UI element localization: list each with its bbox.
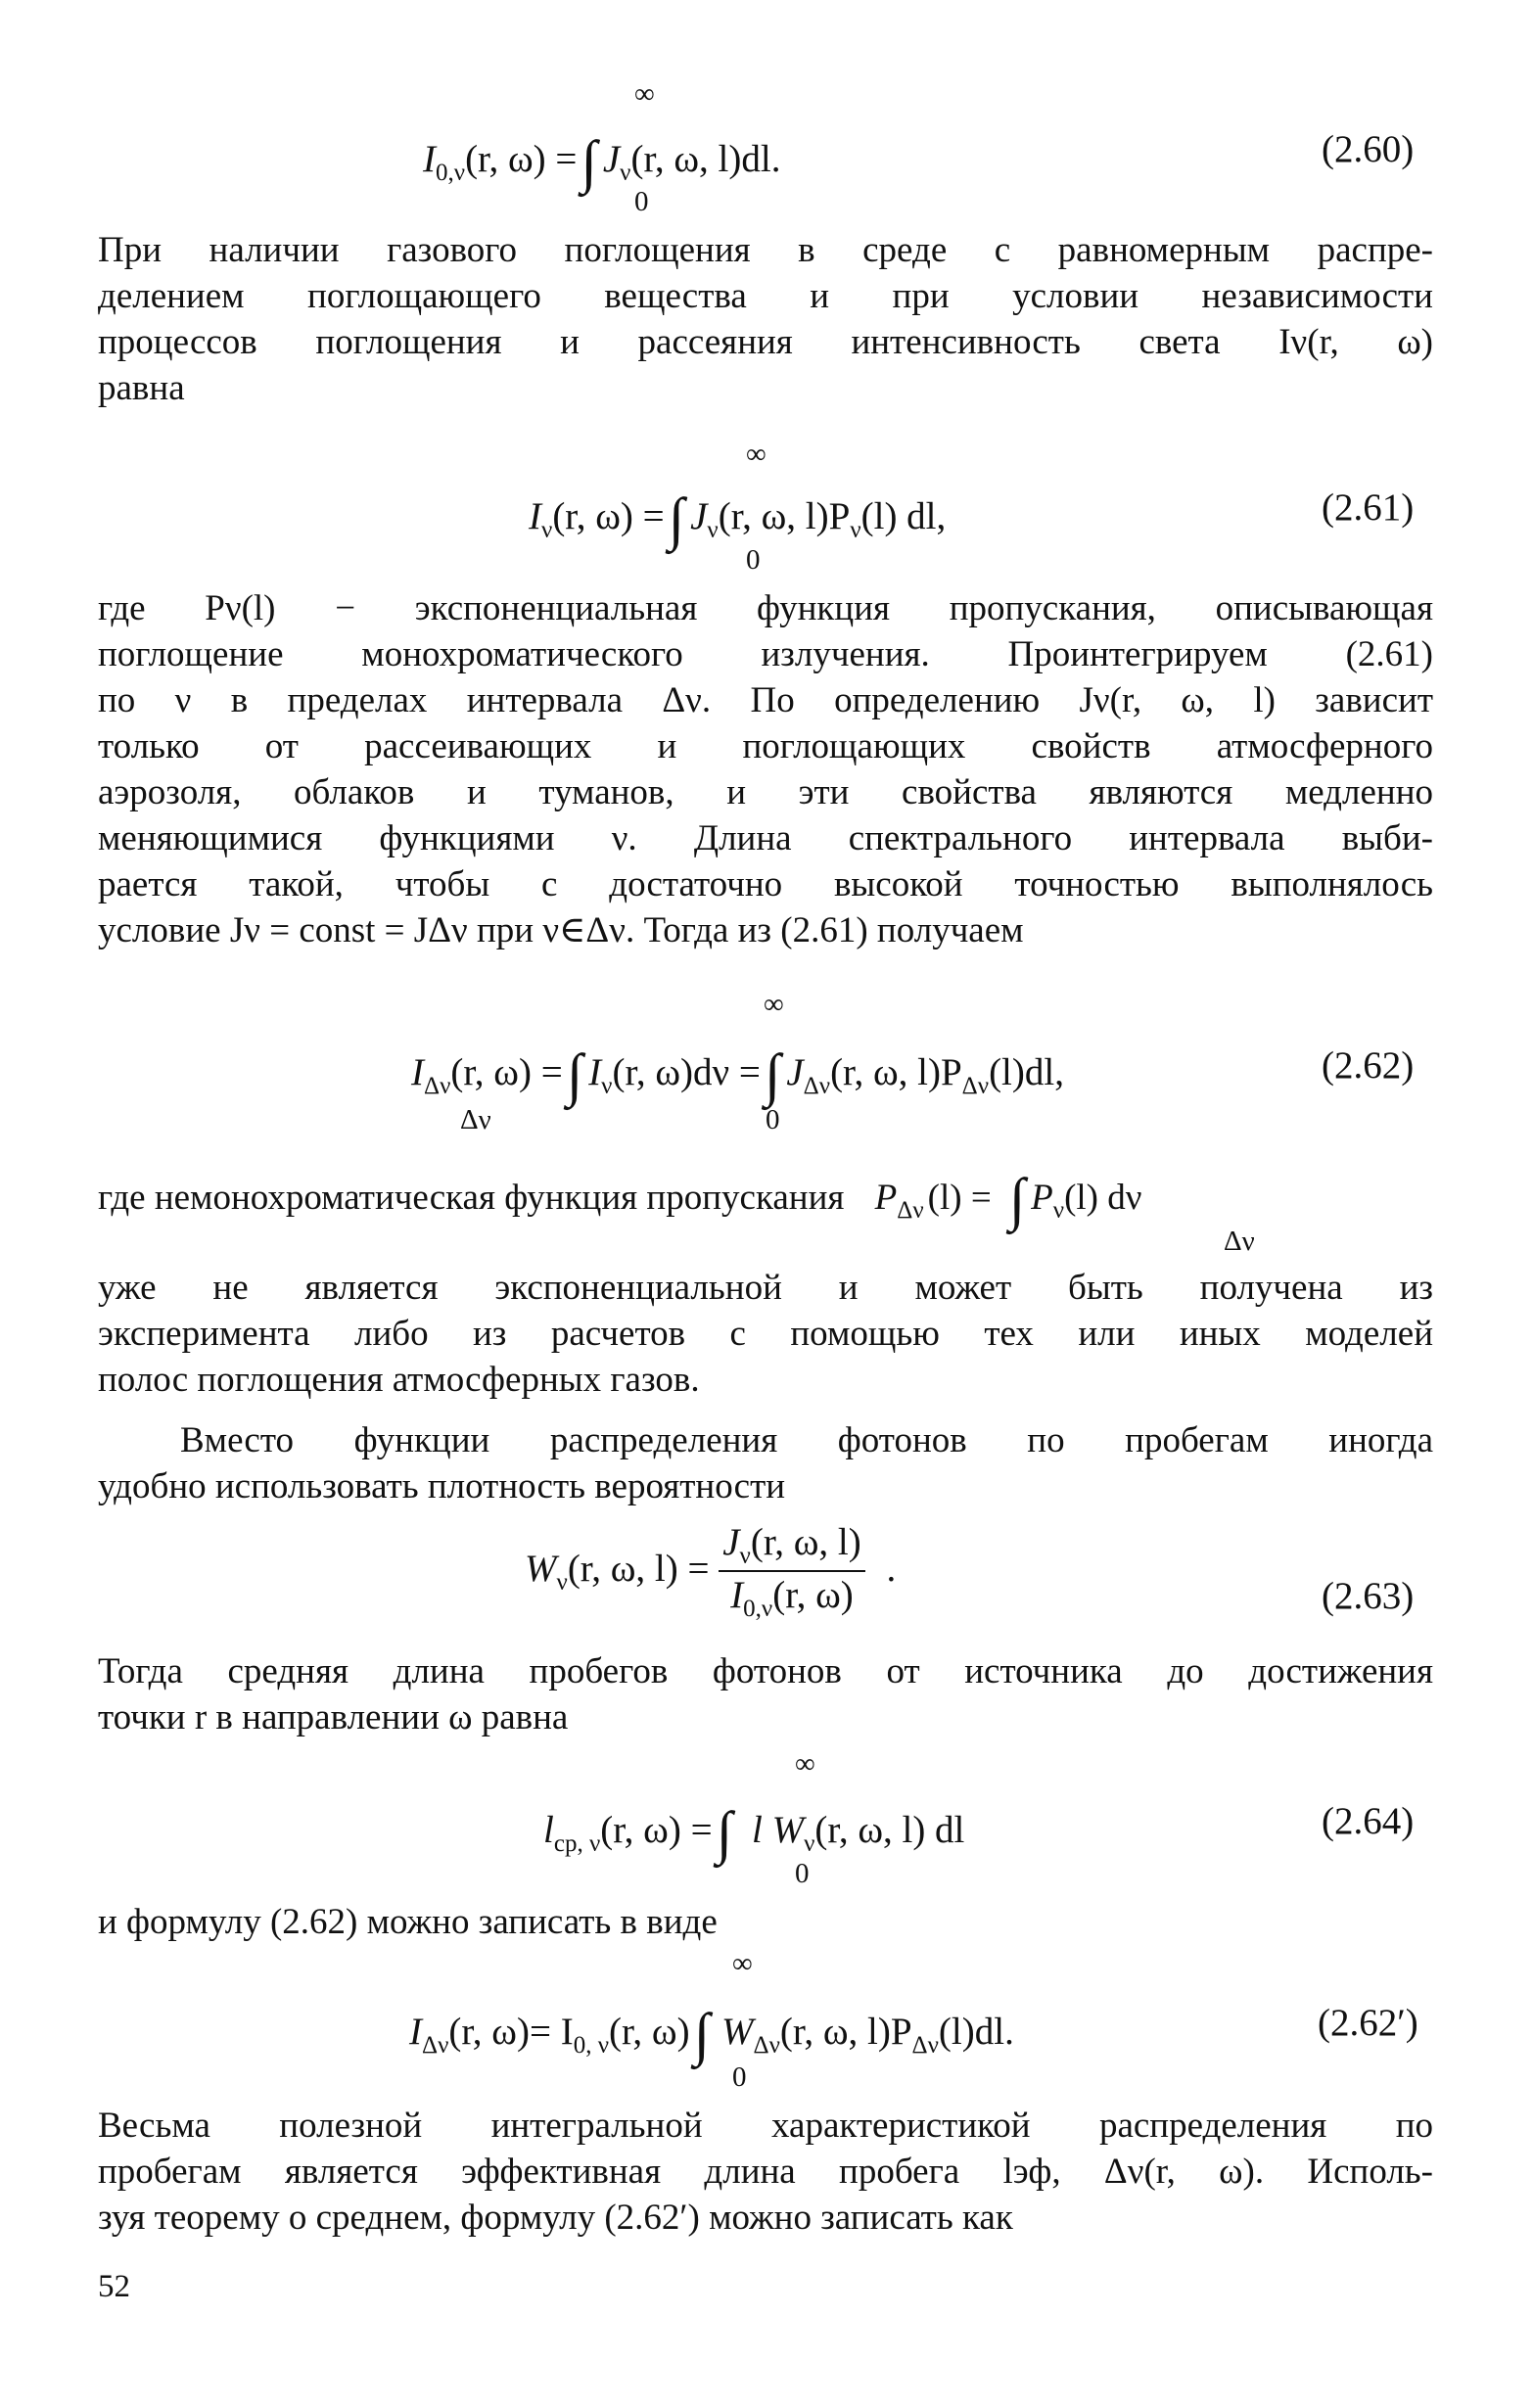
equation-body: $W_\nu(r$, ω, l) = $\frac{J_\nu(r, \omega, l)}{I_{0,\nu}(r, \omega)}$ .: [525, 1521, 897, 1622]
paragraph-3-line: где немонохроматическая функция пропускания $P_{\Delta\nu}$ (l) = ∫ $P_\nu(l)$ dν: [98, 1167, 1142, 1231]
equation-number: (2.62): [1322, 1044, 1415, 1087]
fraction-denominator: $I_{0,\nu}(r$, ω): [730, 1574, 854, 1622]
paragraph-2: где Pν(l) − экспоненциальная функция пропускания, описывающая поглощение монохроматического излучения. Проинтегрируем (2.61) по ν в пределах интервала Δν. По определению Jν(r, ω, l) зависит только от рассеивающих и поглощающих свойств атмосферного аэрозоля, облаков и туманов, и эти свойства являются медленно меняющимися функциями ν. Длина спектрального интервала выби- рается такой, чтобы с достаточно высокой точностью выполнялось условие Jν = const = JΔν при ν∈Δν. Тогда из (2.61) получаем: [98, 588, 1433, 950]
equation-body: $I_\nu(r$, ω) =∫ $J_\nu(r$, ω, $l)P_\nu(l)$ dl,: [529, 486, 947, 551]
integral-sign: ∫: [716, 1800, 733, 1865]
integral-lower-limit: 0: [795, 1858, 810, 1889]
integral-lower-limit: 0: [732, 2061, 747, 2093]
integral-upper-limit: ∞: [634, 78, 655, 110]
equation-number: (2.64): [1322, 1800, 1415, 1842]
integral-upper-limit: ∞: [746, 439, 766, 470]
fraction-numerator: $J_\nu(r$, ω, l): [719, 1523, 865, 1572]
paragraph-5: Вместо функции распределения фотонов по пробегам иногда удобно использовать плотность вероятности: [98, 1420, 1433, 1506]
integral-sign: ∫: [668, 486, 685, 551]
paragraph-7: и формулу (2.62) можно записать в виде: [98, 1902, 718, 1942]
equation-number: (2.61): [1322, 486, 1415, 529]
integral-lower-limit: 0: [766, 1104, 780, 1135]
integral-sign: ∫: [764, 1042, 781, 1107]
integral-lower-limit: Δν: [1224, 1226, 1255, 1257]
fraction: [719, 1523, 865, 1621]
paragraph-1: При наличии газового поглощения в среде с равномерным распре- делением поглощающего вещества и при условии независимости процессов поглощения и рассеяния интенсивность света Iν(r, ω) равна: [98, 230, 1433, 408]
integral-lower-limit: 0: [634, 186, 649, 217]
integral-sign: ∫: [693, 2002, 711, 2066]
equation-number: (2.62′): [1318, 2002, 1418, 2044]
integral-lower-limit: Δν: [460, 1104, 491, 1135]
integral-sign: ∫: [581, 129, 597, 194]
page-number: 52: [98, 2269, 130, 2304]
equation-body: $l_{cp, \nu}(r$, ω) =∫ l $W_\nu(r$, ω, l) dl: [543, 1800, 965, 1865]
integral-upper-limit: ∞: [732, 1948, 753, 1979]
integral-sign: ∫: [566, 1042, 583, 1107]
equation-body: $I_{0,\nu}(r$, ω) =∫ $J_\nu(r$, ω, l)dl.: [423, 129, 781, 194]
integral-upper-limit: ∞: [764, 989, 784, 1020]
paragraph-6: Тогда средняя длина пробегов фотонов от источника до достижения точки r в направлении ω равна: [98, 1651, 1433, 1737]
equation-number: (2.60): [1322, 128, 1415, 170]
integral-sign: ∫: [1008, 1167, 1026, 1231]
integral-lower-limit: 0: [746, 544, 761, 576]
equation-body: $I_{\Delta\nu}(r$, ω) =∫ $I_\nu(r$, ω)dν =∫ $J_{\Delta\nu}(r$, ω, $l)P_{\Delta\nu}(l)dl$,: [411, 1042, 1064, 1107]
integral-upper-limit: ∞: [795, 1748, 815, 1780]
equation-number: (2.63): [1322, 1575, 1415, 1617]
paragraph-4: уже не является экспоненциальной и может быть получена из эксперимента либо из расчетов с помощью тех или иных моделей полос поглощения атмосферных газов.: [98, 1268, 1433, 1400]
equation-body: $I_{\Delta\nu}(r$, $\omega)= I_{0, \nu}(r$, ω)∫ $W_{\Delta\nu}(r$, ω, $l)P_{\Delta\nu}(l)dl$.: [409, 2002, 1014, 2066]
paragraph-8: Весьма полезной интегральной характеристикой распределения по пробегам является эффективная длина пробега lэф, Δν(r, ω). Исполь- зуя теорему о среднем, формулу (2.62′) можно записать как: [98, 2106, 1433, 2238]
